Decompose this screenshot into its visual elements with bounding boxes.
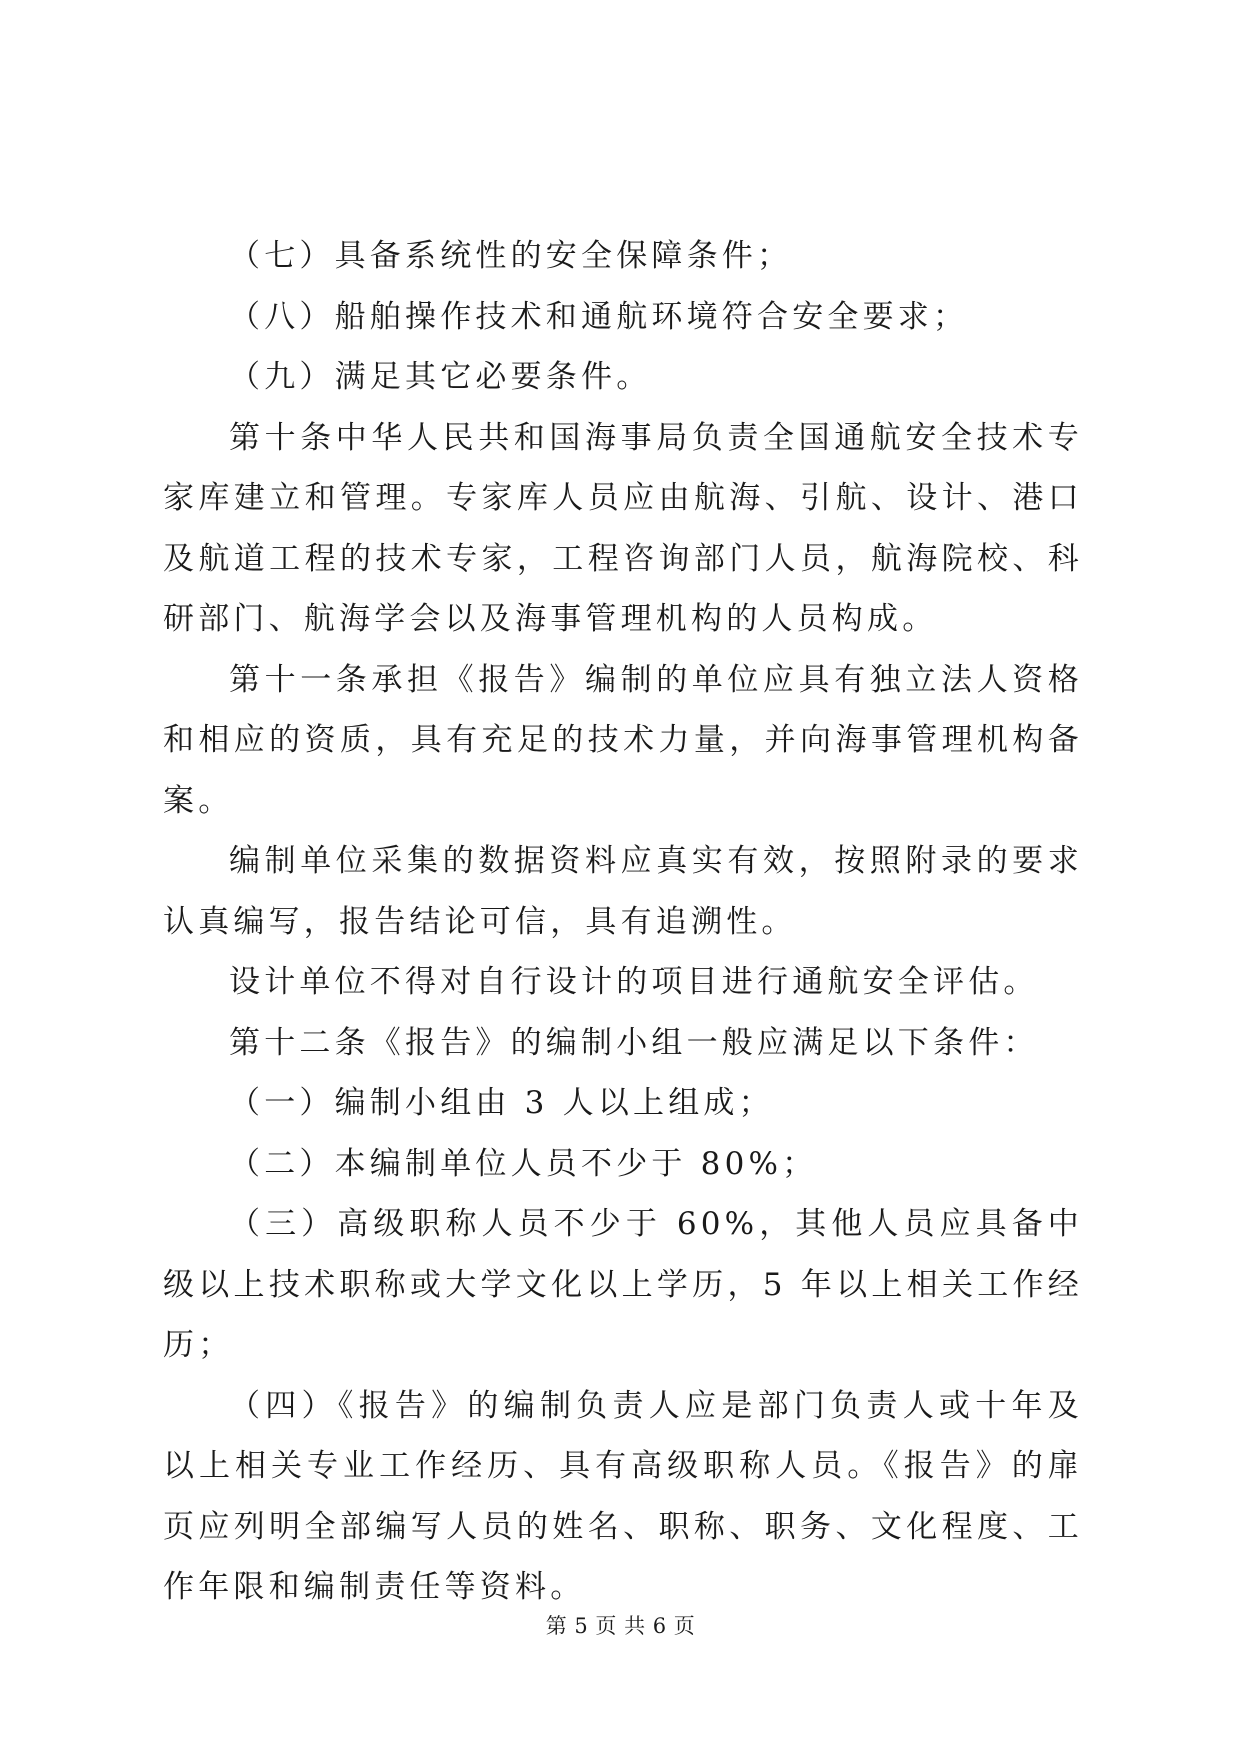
item-8-paragraph: （八）船舶操作技术和通航环境符合安全要求； xyxy=(229,298,969,335)
item-9-paragraph: （九）满足其它必要条件。 xyxy=(229,359,652,395)
condition-1-paragraph: （一）编制小组由 3 人以上组成； xyxy=(229,1085,774,1121)
page-number-footer: 第 5 页 共 6 页 xyxy=(545,1614,696,1638)
article-10-paragraph: 第十条中华人民共和国海事局负责全国通航安全技术专家库建立和管理。专家库人员应由航海、引航、设计、港口及航道工程的技术专家，工程咨询部门人员，航海院校、科研部门、航海学会以及海事管理机构的人员构成。 xyxy=(163,419,1083,637)
design-unit-restriction-paragraph: 设计单位不得对自行设计的项目进行通航安全评估。 xyxy=(229,964,1039,1000)
document-body xyxy=(163,226,1083,1618)
condition-2-paragraph: （二）本编制单位人员不少于 80%； xyxy=(229,1145,818,1182)
data-requirement-paragraph: 编制单位采集的数据资料应真实有效，按照附录的要求认真编写，报告结论可信，具有追溯性。 xyxy=(163,843,1083,940)
item-7-paragraph: （七）具备系统性的安全保障条件； xyxy=(229,238,793,274)
article-12-paragraph: 第十二条《报告》的编制小组一般应满足以下条件： xyxy=(229,1024,1039,1061)
condition-4-paragraph: （四）《报告》的编制负责人应是部门负责人或十年及以上相关专业工作经历、具有高级职称人员。《报告》的扉页应列明全部编写人员的姓名、职称、职务、文化程度、工作年限和编制责任等资料。 xyxy=(163,1387,1083,1605)
condition-3-paragraph: （三）高级职称人员不少于 60%，其他人员应具备中级以上技术职称或大学文化以上学历，5 年以上相关工作经历； xyxy=(163,1206,1083,1363)
article-11-paragraph: 第十一条承担《报告》编制的单位应具有独立法人资格和相应的资质，具有充足的技术力量，并向海事管理机构备案。 xyxy=(163,661,1083,819)
